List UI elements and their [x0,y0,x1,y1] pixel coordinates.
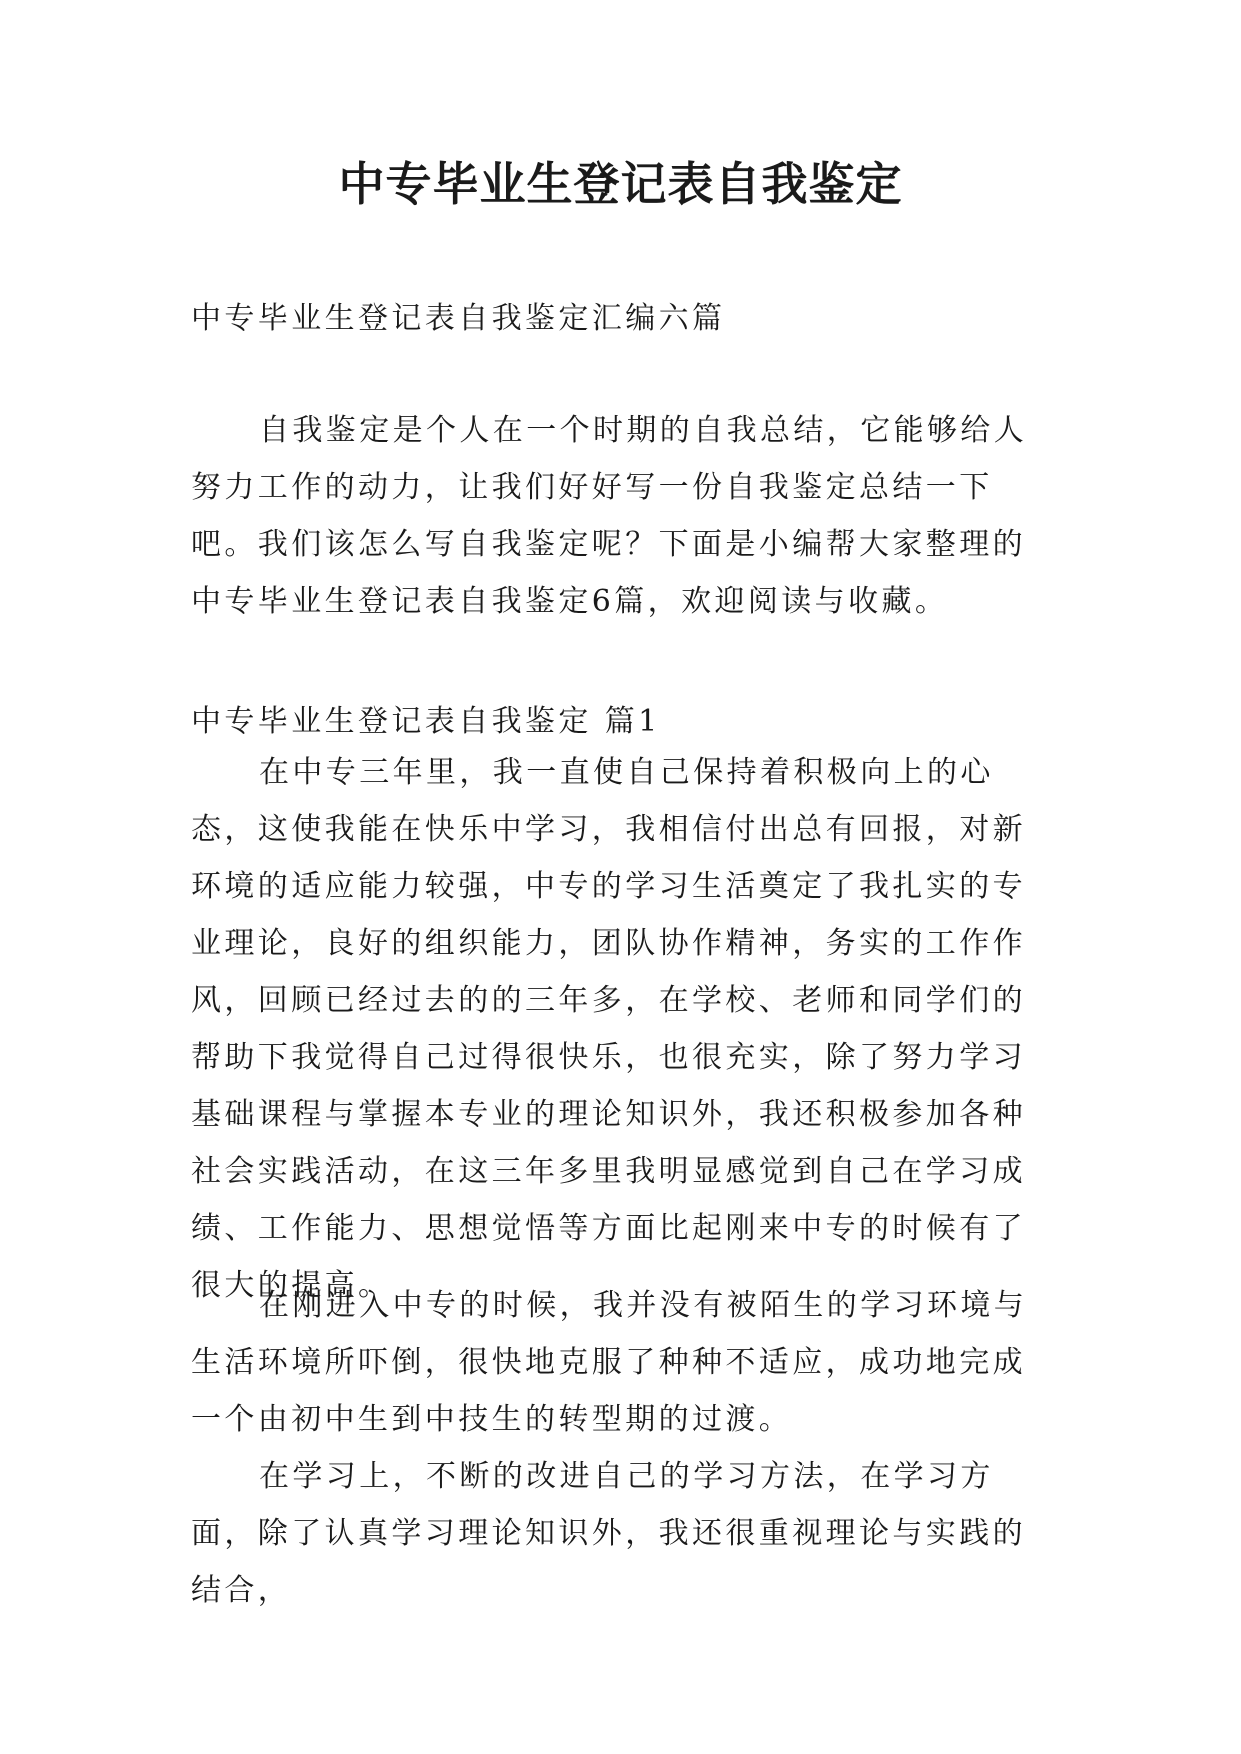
document-title: 中专毕业生登记表自我鉴定 [338,157,903,211]
intro-paragraph: 自我鉴定是个人在一个时期的自我总结，它能够给人努力工作的动力，让我们好好写一份自我鉴定总结一下吧。我们该怎么写自我鉴定呢？下面是小编帮大家整理的中专毕业生登记表自我鉴定6篇，欢迎阅读与收藏。 [191,413,1028,619]
section-heading: 中专毕业生登记表自我鉴定 篇1 [191,704,661,739]
body-paragraph-3: 在学习上，不断的改进自己的学习方法，在学习方面，除了认真学习理论知识外，我还很重视理论与实践的结合， [191,1459,1026,1608]
document-subtitle: 中专毕业生登记表自我鉴定汇编六篇 [191,301,726,336]
body-paragraph-2: 在刚进入中专的时候，我并没有被陌生的学习环境与生活环境所吓倒，很快地克服了种种不适应，成功地完成一个由初中生到中技生的转型期的过渡。 [191,1288,1028,1437]
body-paragraph-1: 在中专三年里，我一直使自己保持着积极向上的心态，这使我能在快乐中学习，我相信付出总有回报，对新环境的适应能力较强，中专的学习生活奠定了我扎实的专业理论，良好的组织能力，团队协作精神，务实的工作作风，回顾已经过去的的三年多，在学校、老师和同学们的帮助下我觉得自己过得很快乐，也很充实，除了努力学习基础课程与掌握本专业的理论知识外，我还积极参加各种社会实践活动，在这三年多里我明显感觉到自己在学习成绩、工作能力、思想觉悟等方面比起刚来中专的时候有了很大的提高。 [191,755,1026,1303]
